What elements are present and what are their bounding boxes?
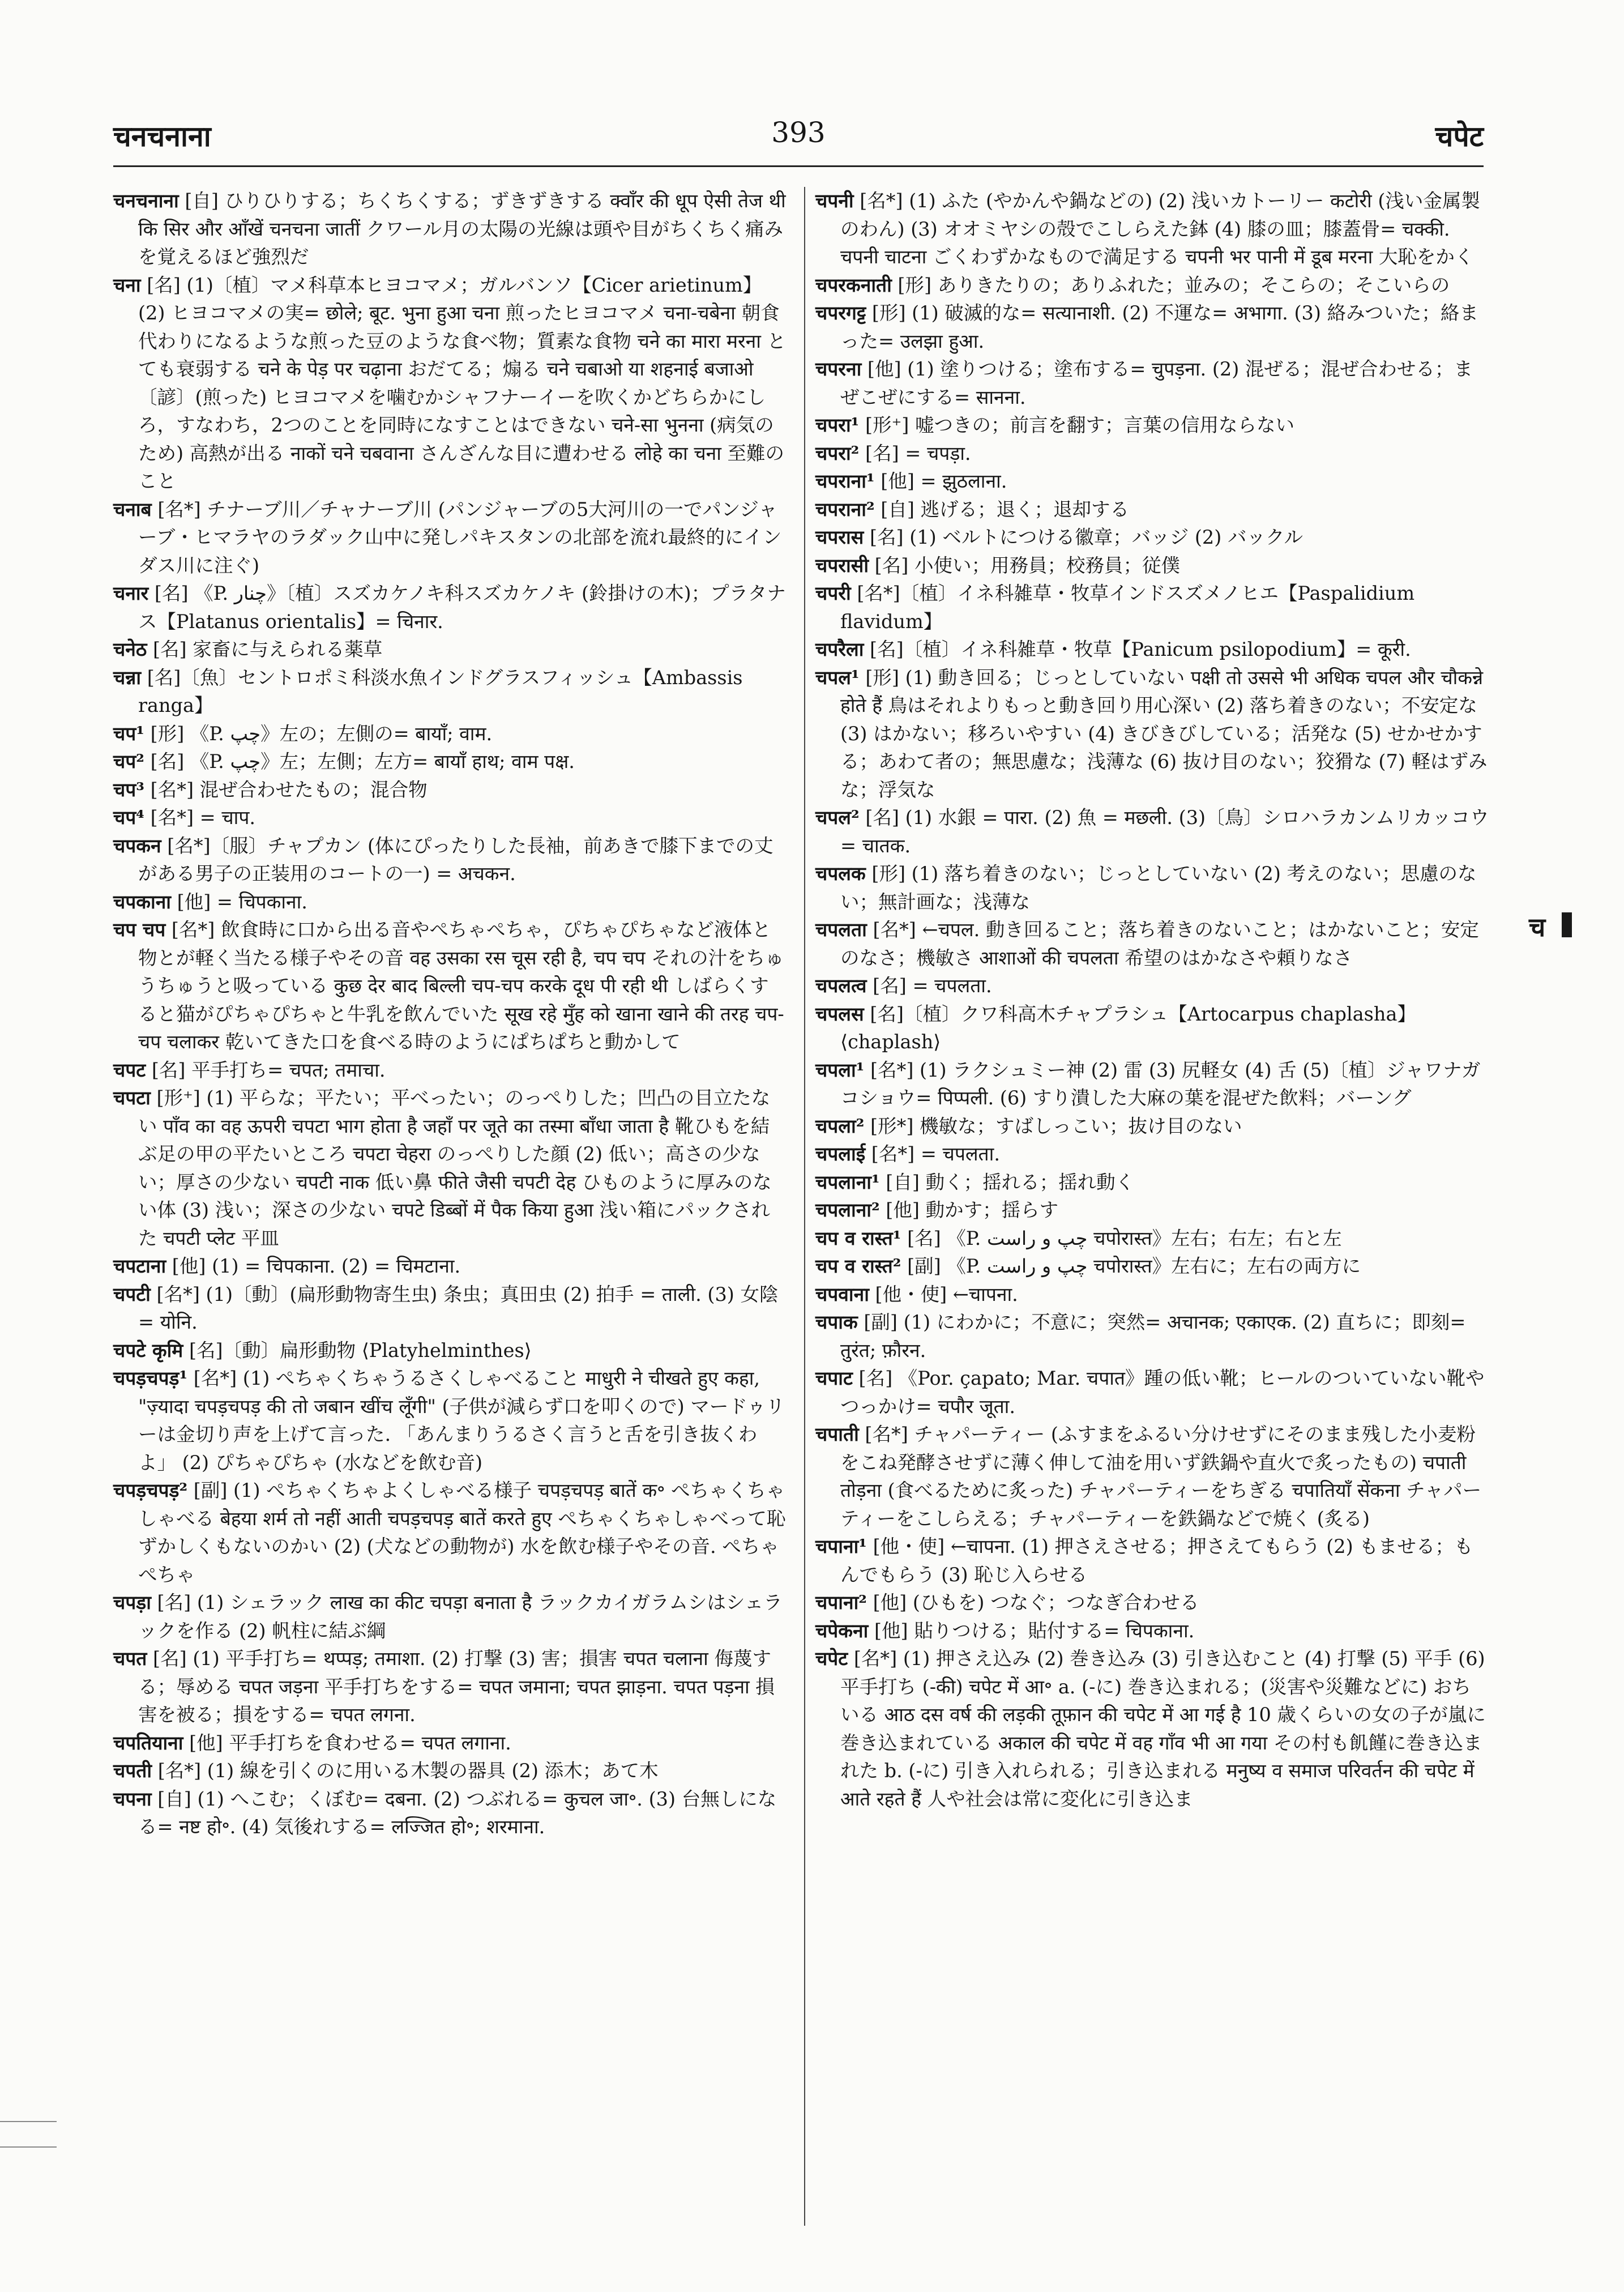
entry-headword: चप⁴ [113,806,144,829]
entry-headword: चप³ [113,778,144,801]
dictionary-entry [113,579,787,635]
right-column [815,187,1489,1813]
page-edge-mark [0,2121,57,2122]
dictionary-entry [113,888,787,916]
dictionary-entry [815,1000,1489,1056]
entry-definition: [名*] チナーブ川／チャナーブ川 (パンジャーブの5大河川の一でパンジャーブ・ヒマラヤのラダック山中に発しパキスタンの北部を流れ最終的にインダス川に注ぐ) [138,498,782,577]
entry-definition: [名] 《P. چنار》〔植〕スズカケノキ科スズカケノキ (鈴掛けの木)；プラタナス【Platanus orientalis】= चिनार. [138,582,786,633]
entry-headword: चनार [113,582,149,604]
dictionary-entry [815,523,1489,552]
dictionary-entry [815,1224,1489,1253]
entry-headword: चपत [113,1647,147,1670]
entry-headword: चपड़चपड़¹ [113,1367,188,1389]
entry-headword: चनेठ [113,638,147,660]
entry-headword: चपलत्व [815,975,867,997]
entry-definition: [形] (1) 動き回る；じっとしていない पक्षी तो उससे भी अधिक चपल और चौकन्ने होते हैं 鳥はそれよりもっと動き回り用心深い (2) 落ち着きのない；不安定な (3) はかない；移ろいやすい (4) きびきびしている；活発な (5) せかせかする；あわて者の；無思慮な；浅薄な (6) 抜け目のない；狡猾な (7) 軽はずみな；浮気な [840,666,1488,801]
entry-headword: चपेकना [815,1619,869,1642]
entry-headword: चपटे कृमि [113,1339,183,1361]
dictionary-entry [113,916,787,1056]
left-column [113,187,787,1841]
dictionary-entry [815,1196,1489,1224]
dictionary-entry [113,271,787,496]
dictionary-entry [815,1364,1489,1420]
entry-definition: [名] 《P. چپ و راست चपोरास्त》左右；右左；右と左 [901,1227,1342,1249]
entry-headword: चपती [113,1760,152,1782]
dictionary-entry [815,1252,1489,1281]
entry-headword: चपाती [815,1423,859,1445]
entry-headword: चपरना [815,358,862,380]
dictionary-entry [815,1420,1489,1533]
dictionary-entry [113,804,787,832]
entry-headword: चप चप [113,919,166,941]
entry-headword: चन्ना [113,666,142,689]
entry-definition: [名*] (1) 押さえ込み (2) 巻き込み (3) 引き込むこと (4) 打撃 (5) 平手 (6) 平手打ち (-की) चपेट में आ॰ a. (-に) 巻き込まれる；(災害や災難などに) おちいる आठ दस वर्ष की लड़की तूफ़ान की चपेट में आ गई है 10 歳くらいの女の子が嵐に巻き込まれている अकाल की चपेट में वह गाँव भी आ गया その村も飢饉に巻き込まれた b. (-に) 引き入れられる；引き込まれる मनुष्य व समाज परिवर्तन की चपेट में आते रहते हैं 人や社会は常に変化に引き込ま [840,1647,1486,1810]
entry-definition: [他] = चिपकाना. [170,890,307,913]
entry-definition: [形] (1) 落ち着きのない；じっとしていない (2) 考えのない；思慮のない；無計画な；浅薄な [840,863,1477,913]
dictionary-entry [113,1645,787,1729]
entry-definition: [副] (1) にわかに；不意に；突然= अचानक; एकाएक. (2) 直ちに；即刻= तुरंत; फ़ौरन. [840,1311,1466,1361]
entry-headword: चपला¹ [815,1058,865,1081]
entry-headword: चपलता [815,919,867,941]
entry-headword: चपटाना [113,1255,166,1277]
entry-definition: [名] (1) ベルトにつける徽章；バッジ (2) バックル [864,526,1303,548]
entry-headword: चप व रास्त² [815,1255,901,1277]
dictionary-entry [815,1140,1489,1168]
entry-definition: [副] (1) ぺちゃくちゃよくしゃべる様子 चपड़चपड़ बातें क॰ ぺちゃくちゃしゃべる बेहया शर्म तो नहीं आती चपड़चपड़ बातें करते हुए ぺちゃくちゃしゃべって恥ずかしくもないのかい (2) (犬などの動物が) 水を飲む様子やその音. ぺちゃぺちゃ [138,1479,786,1586]
entry-headword: चपना [113,1787,152,1810]
dictionary-entry [815,916,1489,972]
dictionary-entry [815,187,1489,271]
entry-definition: [名*] (1) ラクシュミー神 (2) 雷 (3) 尻軽女 (4) 舌 (5)〔植〕ジャワナガコショウ= पिप्पली. (6) すり潰した大麻の葉を混ぜた飲料；バーング [840,1058,1481,1109]
entry-definition: [名*] (1) ぺちゃくちゃうるさくしゃべること माधुरी ने चीखते हुए कहा, "ज़्यादा चपड़चपड़ की तो जबान खींच लूँगी" (子供が減らず口を叩くので) マードゥリーは金切り声を上げて言った. 「あんまりうるさく言うと舌を引き抜くわよ」 (2) ぴちゃぴちゃ (水などを飲む音) [138,1367,785,1474]
entry-definition: [自] ひりひりする；ちくちくする；ずきずきする क्वाँर की धूप ऐसी तेज थी कि सिर और आँखें चनचना जातीं クワール月の太陽の光線は頭や目がちくちく痛みを覚えるほど強烈だ [138,190,786,268]
entry-definition: [自] 動く；揺れる；揺れ動く [879,1171,1135,1193]
dictionary-entry [815,1589,1489,1617]
dictionary-entry [113,1757,787,1785]
entry-headword: चपरगट्ट [815,302,866,324]
entry-definition: [他] 貼りつける；貼付する= चिपकाना. [868,1619,1195,1642]
entry-headword: चपरासी [815,554,869,577]
dictionary-entry [815,664,1489,804]
entry-definition: [他] 平手打ちを食わせる= चपत लगाना. [183,1731,511,1754]
entry-headword: चपट [113,1058,146,1081]
entry-headword: चपलाना² [815,1199,880,1221]
dictionary-entry [815,1645,1489,1813]
entry-headword: चपरैला [815,638,864,660]
dictionary-entry [113,1476,787,1589]
dictionary-entry [113,187,787,271]
entry-definition: [名] (1) 平手打ち= थप्पड़; तमाशा. (2) 打撃 (3) 害；損害 चपत चलाना 侮蔑する；辱める चपत जड़ना 平手打ちをする= चपत जमाना; चपत झाड़ना. चपत पड़ना 損害を被る；損をする= चपत लगना. [138,1647,775,1726]
entry-headword: चपटी [113,1283,151,1305]
running-head [113,116,1484,161]
entry-definition: [他] (ひもを) つなぐ；つなぎ合わせる [866,1591,1199,1614]
dictionary-entry [815,635,1489,664]
entry-headword: चपला² [815,1115,865,1137]
guide-word-right: चपेट [1435,119,1484,153]
entry-headword: चपाट [815,1367,853,1389]
dictionary-entry [113,832,787,888]
dictionary-entry [113,1364,787,1476]
dictionary-entry [113,776,787,804]
entry-headword: चपाक [815,1311,858,1333]
dictionary-entry [815,552,1489,580]
entry-headword: चपाना² [815,1591,867,1614]
dictionary-entry [113,1084,787,1252]
entry-definition: [名]〔植〕イネ科雑草・牧草【Panicum psilopodium】= कूरी. [864,638,1411,660]
entry-headword: चपकन [113,834,161,857]
entry-definition: [自] (1) へこむ；くぼむ= दबना. (2) つぶれる= कुचल जा॰. (3) 台無しになる= नष्ट हो॰. (4) 気後れする= लज्जित हो॰; शरमाना. [138,1787,777,1838]
entry-definition: [名] = चपड़ा. [859,442,971,464]
entry-definition: [名*] チャパーティー (ふすまをふるい分けせずにそのまま残した小麦粉をこね発酵させずに薄く伸して油を用いず鉄鍋や直火で炙ったもの) चपाती तोड़ना (食べるために炙った) チャパーティーをちぎる चपातियाँ सेंकना チャパーティーをこしらえる；チャパーティーを鉄鍋などで焼く (炙る) [840,1423,1482,1530]
dictionary-entry [815,1617,1489,1645]
entry-headword: चपलाना¹ [815,1171,880,1193]
page-edge-mark [0,2146,57,2148]
entry-definition: [他] (1) = चिपकाना. (2) = चिमटाना. [166,1255,461,1277]
entry-definition: [名]〔魚〕セントロポミ科淡水魚インドグラスフィッシュ【Ambassis ranga】 [138,666,743,716]
dictionary-entry [113,1252,787,1281]
entry-headword: चपलाई [815,1143,866,1165]
entry-headword: चपलक [815,863,866,885]
entry-headword: चपतियाना [113,1731,183,1754]
entry-headword: चपड़चपड़² [113,1479,188,1501]
entry-headword: चपनी [815,190,854,212]
entry-definition: [名*] 混ぜ合わせたもの；混合物 [144,778,428,801]
entry-headword: चपरकनाती [815,274,892,296]
entry-definition: [名*]〔植〕イネ科雑草・牧草インドスズメノヒエ【Paspalidium flavidum】 [840,582,1415,633]
dictionary-entry [113,635,787,664]
entry-definition: [名] = चपलता. [866,975,992,997]
entry-definition: [形] (1) 破滅的な= सत्यानाशी. (2) 不運な= अभागा. (3) 絡みついた；絡まった= उलझा हुआ. [840,302,1478,352]
entry-definition: [名]〔動〕扁形動物 ⟨Platyhelminthes⟩ [183,1339,532,1361]
entry-definition: [名*] 飲食時に口から出る音やぺちゃぺちゃ，ぴちゃぴちゃなど液体と物とが軽く当たる様子やその音 वह उसका रस चूस रही है, चप चप それの汁をちゅうちゅうと吸っている कुछ देर बाद बिल्ली चप-चप करके दूध पी रही थी しばらくすると猫がぴちゃぴちゃと牛乳を飲んでいた सूख रहे मुँह को खाना खाने की तरह चप-चप चलाकर 乾いてきた口を食べる時のようにぱちぱちと動かして [138,919,784,1053]
dictionary-entry [815,972,1489,1000]
entry-definition: [名*] = चाप. [144,806,256,829]
entry-headword: चपकाना [113,890,171,913]
entry-definition: [名]〔植〕クワ科高木チャプラシュ【Artocarpus chaplasha】⟨chaplash⟩ [840,1002,1416,1053]
dictionary-entry [815,804,1489,860]
entry-headword: चपल² [815,806,860,829]
dictionary-entry [815,439,1489,468]
entry-definition: [名] 家畜に与えられる薬草 [147,638,383,660]
entry-headword: चपरी [815,582,851,604]
dictionary-entry [815,1308,1489,1364]
entry-headword: चपाना¹ [815,1535,867,1557]
dictionary-entry [815,1112,1489,1141]
dictionary-entry [815,496,1489,524]
entry-headword: चपड़ा [113,1591,151,1614]
entry-definition: [名] 《P. چپ》左；左側；左方= बायाँ हाथ; वाम पक्ष. [144,750,575,772]
entry-definition: [形*] 機敏な；すばしっこい；抜け目のない [864,1115,1242,1137]
entry-definition: [形⁺] (1) 平らな；平たい；平べったい；のっぺりした；凹凸の目立たない पाँव का वह ऊपरी चपटा भाग होता है जहाँ पर जूते का तस्मा बाँधा जाता है 靴ひもを結ぶ足の甲の平たいところ चपटा चेहरा のっぺりした顔 (2) 低い；高さの少ない；厚さの少ない चपटी नाक 低い鼻 फीते जैसी चपटी देह ひものように厚みのない体 (3) 浅い；深さの少ない चपटे डिब्बों में पैक किया हुआ 浅い箱にパックされた चपटी प्लेट 平皿 [138,1087,772,1249]
entry-definition: [他] 動かす；揺らす [879,1199,1059,1221]
entry-headword: चपरा² [815,442,860,464]
entry-definition: [名] 《Por. çapato; Mar. चपात》踵の低い靴；ヒールのついていない靴やつっかけ= चपौर जूता. [840,1367,1485,1418]
dictionary-entry [815,579,1489,635]
entry-definition: [名*]〔服〕チャプカン (体にぴったりした長袖，前あきで膝下までの丈がある男子の正装用のコートの一) = अचकन. [138,834,773,885]
dictionary-entry [113,1785,787,1841]
entry-headword: चपरास [815,526,864,548]
dictionary-entry [113,1281,787,1337]
dictionary-entry [815,1281,1489,1309]
entry-headword: चपराना¹ [815,470,875,492]
entry-definition: [他・使] ←चापना. (1) 押さえさせる；押さえてもらう (2) もませる；もんでもらう (3) 恥じ入らせる [840,1535,1473,1586]
entry-headword: चपवाना [815,1283,869,1305]
entry-definition: [他] (1) 塗りつける；塗布する= चुपड़ना. (2) 混ぜる；混ぜ合わせる；まぜこぜにする= सानना. [840,358,1473,408]
thumb-index-marker [1562,912,1572,937]
column-divider [804,187,805,2226]
entry-definition: [名] (1) 水銀 = पारा. (2) 魚 = मछली. (3)〔鳥〕シロハラカンムリカッコウ= चातक. [840,806,1489,857]
entry-definition: [自] 逃げる；退く；退却する [874,498,1130,520]
entry-headword: चपराना² [815,498,875,520]
dictionary-entry [815,355,1489,411]
entry-definition: [名] (1)〔植〕マメ科草本ヒヨコマメ；ガルバンソ【Cicer arietinum】 (2) ヒヨコマメの実= छोले; बूट. भुना हुआ चना 煎ったヒヨコマメ चना-चबेना 朝食代わりになるような煎った豆のような食べ物；質素な食物 चने का मारा मरना とても衰弱する चने के पेड़ पर चढ़ाना おだてる；煽る चने चबाओ या शहनाई बजाओ〔諺〕(煎った) ヒヨコマメを噛むかシャフナーイーを吹くかどちらかにしろ，すなわち，2つのことを同時になすことはできない चने-सा भुनना (病気のため) 高熱が出る नाकों चने चबवाना さんざんな目に遭わせる लोहे का चना 至難のこと [138,274,787,492]
entry-definition: [名*] = चपलता. [865,1143,1000,1165]
entry-headword: चपलस [815,1002,864,1025]
dictionary-entry [815,1056,1489,1112]
entry-definition: [名*] (1)〔動〕(扁形動物寄生虫) 条虫；真田虫 (2) 拍手 = ताली. (3) 女陰 = योनि. [138,1283,779,1333]
entry-definition: [他] = झुठलाना. [874,470,1007,492]
entry-definition: [形⁺] 嘘つきの；前言を翻す；言葉の信用ならない [859,414,1294,436]
dictionary-entry [113,1337,787,1365]
entry-definition: [名] 平手打ち= चपत; तमाचा. [146,1058,386,1081]
dictionary-entry [113,1056,787,1085]
guide-word-left: चनचनाना [113,119,211,153]
entry-definition: [形] ありきたりの；ありふれた；並みの；そこらの；そこいらの [891,274,1450,296]
entry-headword: चपरा¹ [815,414,860,436]
dictionary-entry [113,496,787,580]
entry-headword: चप¹ [113,722,144,745]
dictionary-entry [113,1589,787,1645]
dictionary-entry [815,1533,1489,1589]
dictionary-entry [815,411,1489,439]
entry-definition: [形] 《P. چپ》左の；左側の= बायाँ; वाम. [144,722,493,745]
dictionary-entry [815,299,1489,355]
entry-definition: [名*] ←चपल. 動き回ること；落ち着きのないこと；はかないこと；安定のなさ；機敏さ आशाओं की चपलता 希望のはかなさや頼りなさ [840,919,1479,969]
dictionary-entry [815,1168,1489,1197]
dictionary-entry [113,664,787,720]
entry-definition: [副] 《P. چپ و راست चपोरास्त》左右に；左右の両方に [901,1255,1361,1277]
entry-headword: चनाब [113,498,152,520]
entry-definition: [名] 小使い；用務員；校務員；従僕 [869,554,1180,577]
dictionary-entry [113,748,787,776]
entry-definition: [他・使] ←चापना. [869,1283,1018,1305]
entry-headword: चनचनाना [113,190,179,212]
entry-headword: चपेट [815,1647,848,1670]
entry-headword: चप व रास्त¹ [815,1227,901,1249]
dictionary-entry [815,860,1489,916]
dictionary-entry [815,467,1489,496]
dictionary-entry [815,271,1489,300]
entry-headword: चना [113,274,141,296]
entry-definition: [名] (1) シェラック लाख का कीट चपड़ा बनाता है ラックカイガラムシはシェラックを作る (2) 帆柱に結ぶ綱 [138,1591,783,1642]
header-rule [113,165,1484,167]
dictionary-entry [113,720,787,748]
entry-definition: [名*] (1) ふた (やかんや鍋などの) (2) 浅いカトーリー कटोरी (浅い金属製のわん) (3) オオミヤシの殻でこしらえた鉢 (4) 膝の皿；膝蓋骨= चक्की. चपनी चाटना ごくわずかなもので満足する चपनी भर पानी में डूब मरना 大恥をかく [840,190,1480,268]
entry-headword: चपटा [113,1087,151,1109]
dictionary-entry [113,1729,787,1757]
page-number: 393 [771,116,826,149]
entry-headword: चप² [113,750,144,772]
thumb-index-letter: च [1529,912,1546,942]
entry-headword: चपल¹ [815,666,860,689]
entry-definition: [名*] (1) 線を引くのに用いる木製の器具 (2) 添木；あて木 [152,1760,659,1782]
